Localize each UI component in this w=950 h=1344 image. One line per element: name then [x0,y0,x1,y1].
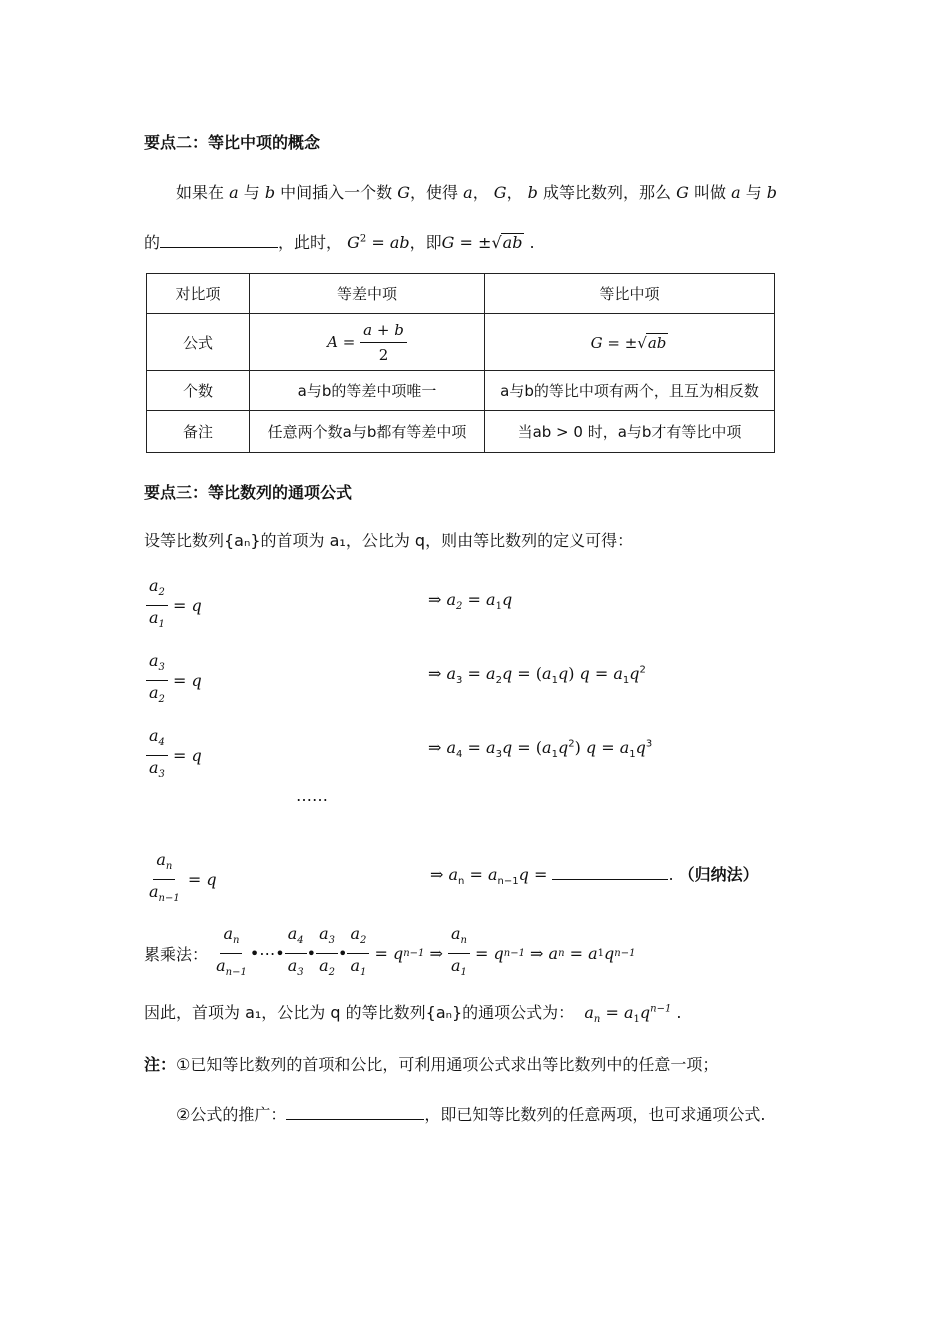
header-cell: 等比中项 [485,274,775,314]
table-header-row [147,274,775,314]
note-1: 注：①已知等比数列的首项和公比，可利用通项公式求出等比数列中的任意一项； [144,1055,719,1074]
cumulative-method: 累乘法： $\frac{a_n}{a_{n-1}}$ •⋯• $\frac{a_4}{a_3}$ • $\frac{a_3}{a_2}$ • $\frac{a_2}{a_1}$ = q n−1 ⇒ $\frac{a_n}{a_1}$ = q n−1 ⇒ a n = a 1 q n−1 [144,924,636,979]
note-2: ②公式的推广： ，即已知等比数列的任意两项，也可求通项公式. [176,1105,766,1124]
answer-blank-1[interactable] [160,231,278,248]
row-label: 备注 [147,411,250,453]
arith-cell: 任意两个数a与b都有等差中项 [250,411,485,453]
geom-formula: G = ±√ab [485,314,775,371]
header-cell: 等差中项 [250,274,485,314]
header-cell: 对比项 [147,274,250,314]
arith-cell: a与b的等差中项唯一 [250,371,485,411]
table-row [147,371,775,411]
comparison-table [146,273,775,453]
section3-heading: 要点三：等比数列的通项公式 [144,483,353,502]
eq-right-2: ⇒ $a_3 = a_2q = (a_1q) q = a_1q^2$ [428,664,646,687]
arith-formula: A = $\frac{a + b}{2}$ [250,314,485,371]
section3-intro: 设等比数列{aₙ}的首项为 a₁，公比为 q，则由等比数列的定义可得： [144,531,634,550]
eq-left-2: $\frac{a_3}{a_2}$ = q [146,651,202,710]
eq-left-3: $\frac{a_4}{a_3}$ = q [146,726,202,785]
answer-blank-2[interactable] [552,863,668,880]
eq-right-1: ⇒ $a_2 = a_1q$ [428,590,513,613]
section2-para1: 如果在 a 与 b 中间插入一个数 G，使得 a， G， b 成等比数列，那么 G 叫做 a 与 b [176,183,778,202]
eq-left-n: $\frac{a_n}{a_{n-1}}$ = q [149,850,217,905]
geom-cell: a与b的等比中项有两个，且互为相反数 [485,371,775,411]
table-row [147,411,775,453]
ellipsis: …… [296,786,328,805]
section2-para2: 的 ，此时， $G^2$ = ab，即G = ±√ab . [144,233,535,252]
eq-left-1: $\frac{a_2}{a_1}$ = q [146,576,202,635]
conclusion: 因此，首项为 a₁，公比为 q 的等比数列{aₙ}的通项公式为： $a_n = a_1q^{n-1}$ . [144,1003,682,1026]
table-row [147,314,775,371]
row-label: 公式 [147,314,250,371]
answer-blank-3[interactable] [286,1103,424,1120]
eq-right-3: ⇒ $a_4 = a_3q = (a_1q^2) q = a_1q^3$ [428,738,653,761]
section2-heading: 要点二：等比中项的概念 [144,133,321,152]
geom-cell: 当ab > 0 时，a与b才有等比中项 [485,411,775,453]
eq-right-n: ⇒ $a_n = a_{n-1}q$ = . （归纳法） [430,865,759,888]
row-label: 个数 [147,371,250,411]
